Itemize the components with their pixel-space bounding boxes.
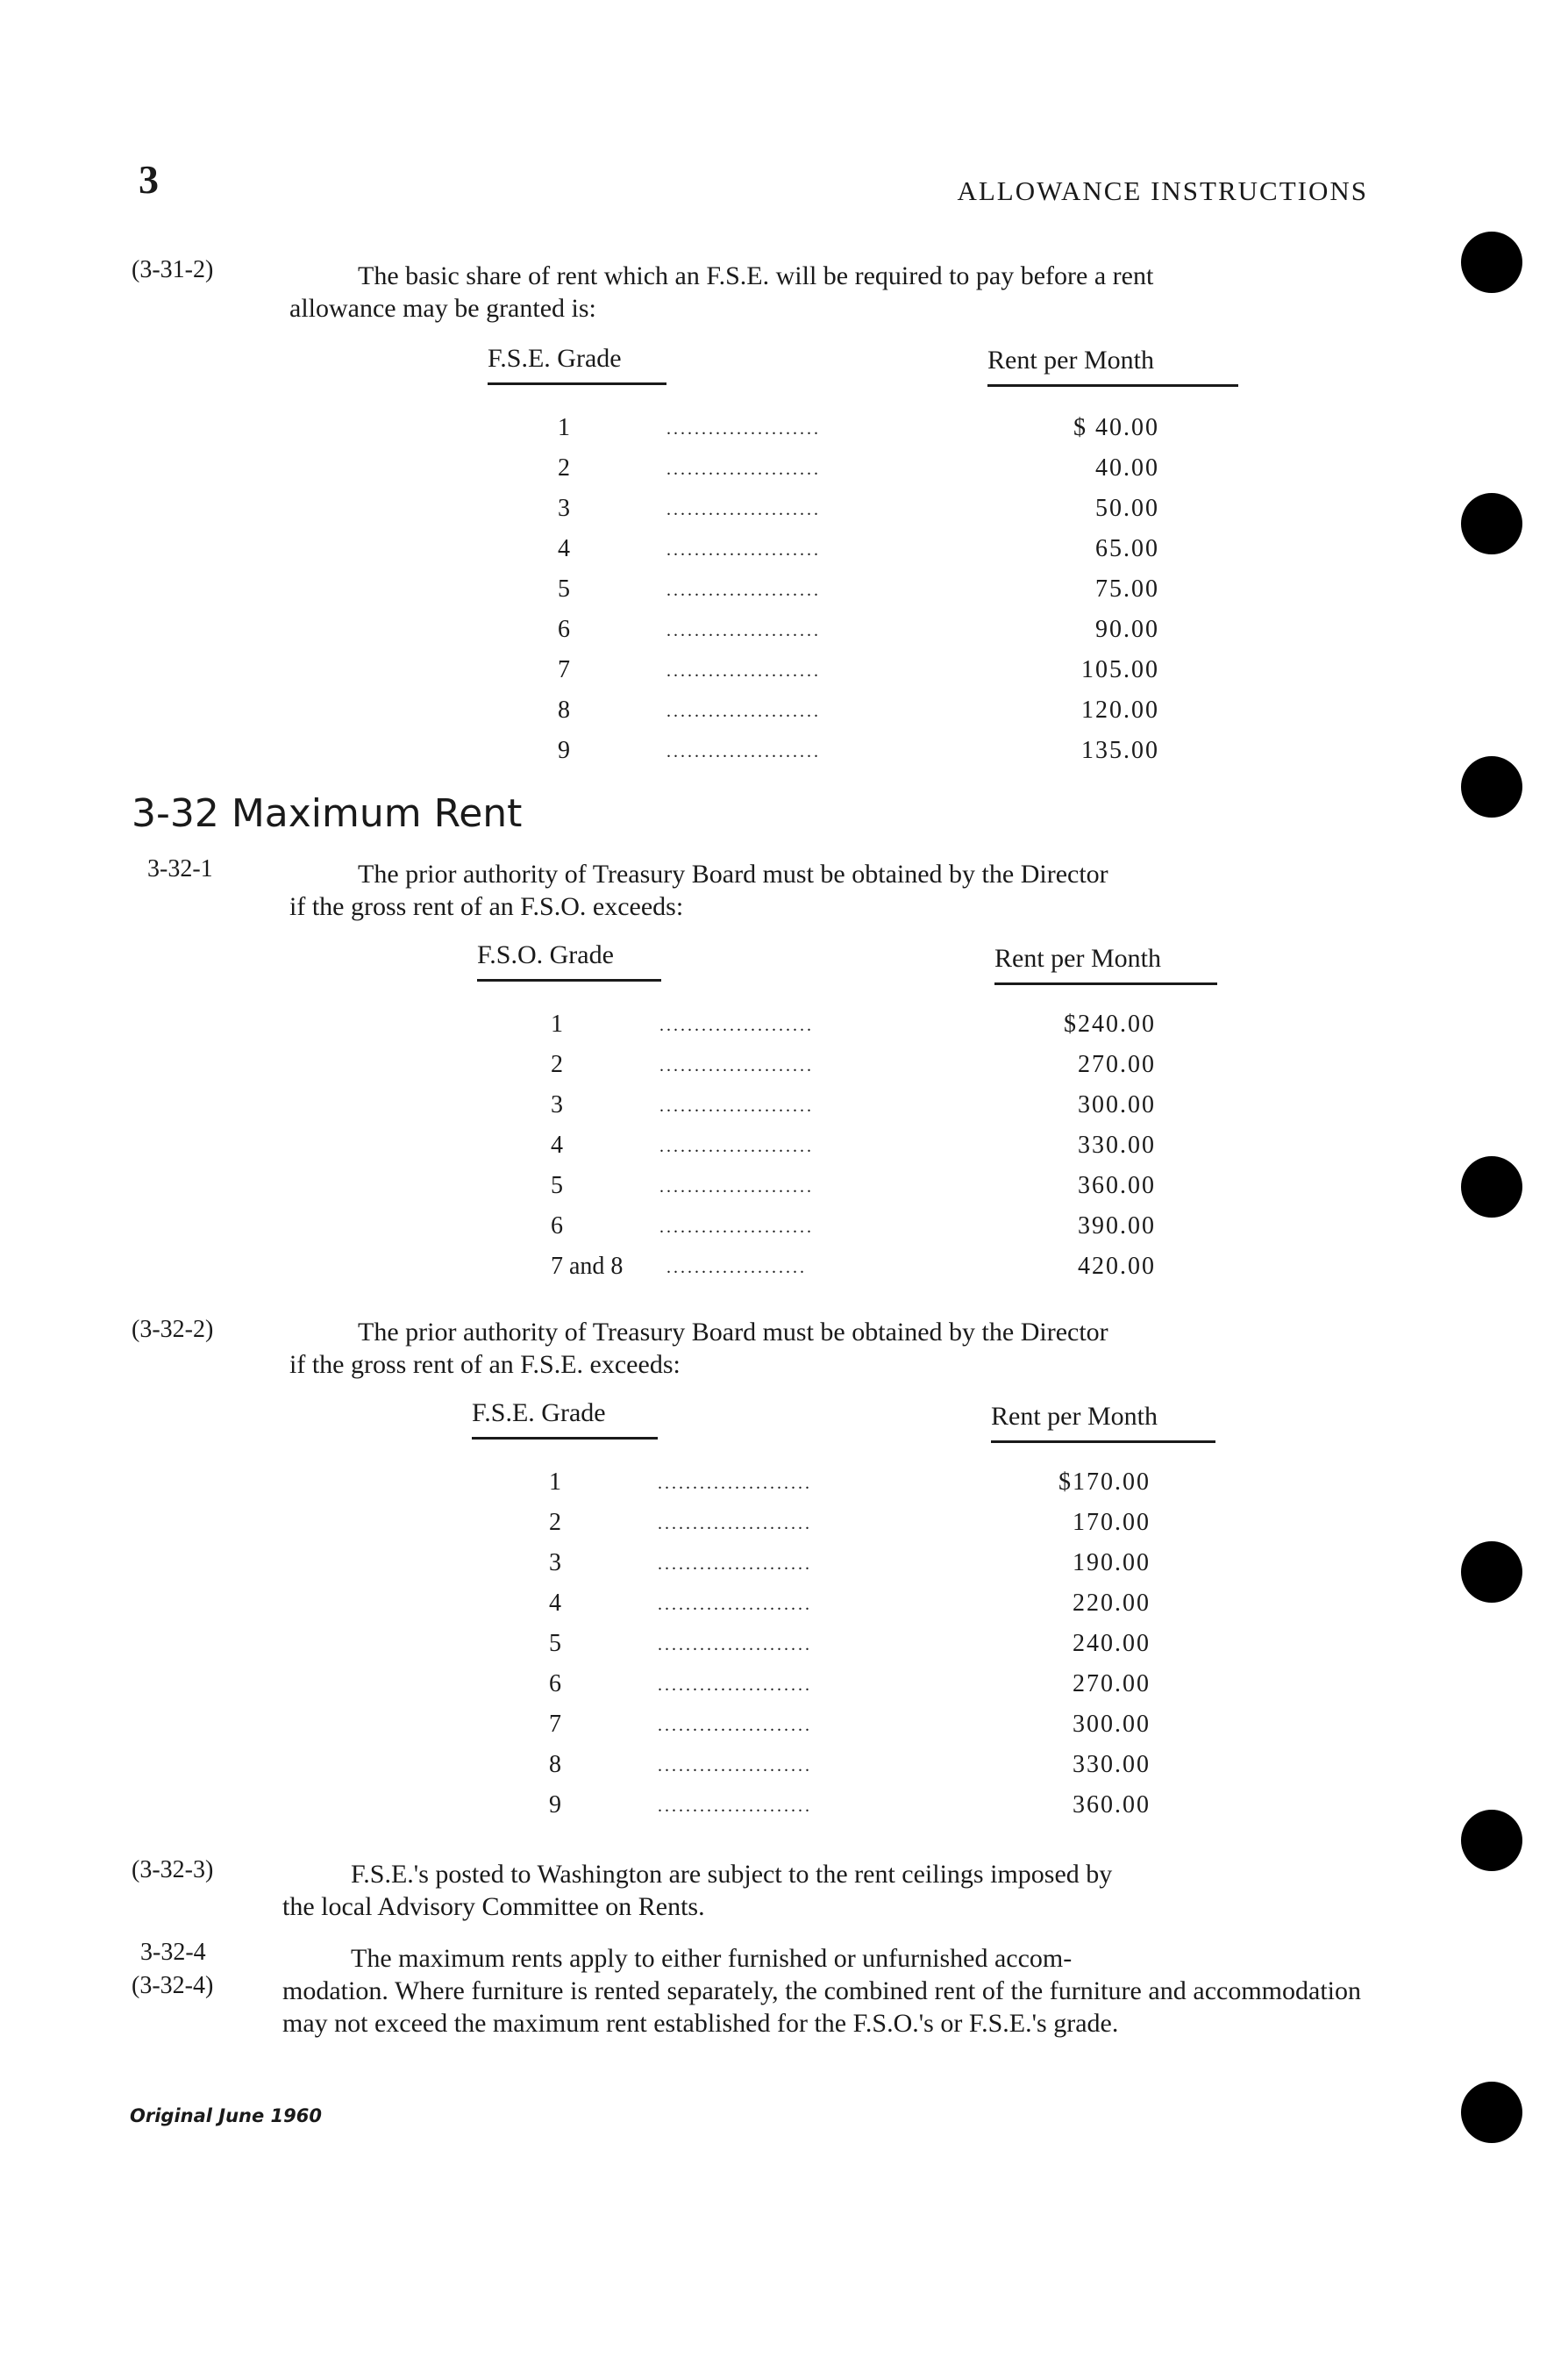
dot-leader: ...................... <box>658 1514 812 1533</box>
grade-cell: 5 <box>549 1630 561 1657</box>
table-row <box>0 575 1568 611</box>
dot-leader: ...................... <box>659 1137 814 1156</box>
binder-hole <box>1461 2082 1522 2143</box>
table-row <box>0 697 1568 732</box>
paragraph-line: if the gross rent of an F.S.O. exceeds: <box>289 892 684 921</box>
grade-cell: 7 <box>558 656 570 683</box>
rent-cell: $240.00 <box>1064 1011 1156 1038</box>
dot-leader: ...................... <box>658 1474 812 1493</box>
rent-cell: 65.00 <box>1095 535 1159 562</box>
paragraph-line: The basic share of rent which an F.S.E. will be required to pay before a rent <box>358 261 1154 290</box>
grade-cell: 7 and 8 <box>551 1253 624 1280</box>
paragraph-3-31-2 <box>289 260 1368 325</box>
page-number: 3 <box>139 157 159 202</box>
table-row <box>0 1051 1568 1086</box>
section-ref: (3-32-4) <box>132 1972 214 1999</box>
dot-leader: ...................... <box>666 621 821 640</box>
rent-cell: 330.00 <box>1073 1751 1151 1778</box>
dot-leader: ...................... <box>659 1177 814 1197</box>
grade-cell: 6 <box>558 616 570 643</box>
grade-cell: 9 <box>549 1791 561 1818</box>
dot-leader: ...................... <box>658 1797 812 1816</box>
table-row <box>0 1751 1568 1786</box>
binder-hole <box>1461 232 1522 293</box>
grade-cell: 2 <box>558 454 570 482</box>
dot-leader: ...................... <box>666 460 821 479</box>
table-row <box>0 535 1568 570</box>
section-ref: 3-32-4 <box>140 1939 206 1966</box>
grade-column-header: F.S.O. Grade <box>477 940 661 982</box>
dot-leader: ...................... <box>658 1756 812 1775</box>
paragraph-line: allowance may be granted is: <box>289 294 596 323</box>
paragraph-line: if the gross rent of an F.S.E. exceeds: <box>289 1350 681 1379</box>
table-row <box>0 1132 1568 1167</box>
rent-cell: 220.00 <box>1073 1590 1151 1617</box>
rent-cell: 300.00 <box>1078 1091 1156 1118</box>
dot-leader: ...................... <box>666 661 821 681</box>
section-ref: (3-32-3) <box>132 1856 214 1883</box>
paragraph-3-32-2 <box>289 1316 1368 1381</box>
grade-cell: 3 <box>558 495 570 522</box>
rent-cell: 190.00 <box>1073 1549 1151 1576</box>
rent-cell: 170.00 <box>1073 1509 1151 1536</box>
dot-leader: ...................... <box>658 1635 812 1654</box>
table-row <box>0 414 1568 449</box>
paragraph-line: the local Advisory Committee on Rents. <box>282 1892 705 1921</box>
rent-cell: $170.00 <box>1058 1468 1151 1496</box>
rent-column-header: Rent per Month <box>994 944 1217 985</box>
dot-leader: ...................... <box>666 540 821 560</box>
rent-cell: 420.00 <box>1078 1253 1156 1280</box>
table-row <box>0 1212 1568 1247</box>
rent-cell: 75.00 <box>1095 575 1159 603</box>
section-ref: 3-32-1 <box>147 855 213 882</box>
grade-column-header: F.S.E. Grade <box>472 1398 658 1440</box>
grade-cell: 1 <box>549 1468 561 1496</box>
table-row <box>0 1468 1568 1504</box>
dot-leader: ...................... <box>658 1675 812 1695</box>
section-ref: (3-32-2) <box>132 1316 214 1343</box>
table-row <box>0 1590 1568 1625</box>
paragraph-line: The prior authority of Treasury Board must be obtained by the Director <box>358 1318 1108 1347</box>
table-row <box>0 1791 1568 1826</box>
footer-date: Original June 1960 <box>130 2105 322 2126</box>
grade-cell: 4 <box>558 535 570 562</box>
dot-leader: ...................... <box>666 419 821 439</box>
table-row <box>0 1711 1568 1746</box>
grade-cell: 1 <box>558 414 570 441</box>
grade-cell: 3 <box>551 1091 563 1118</box>
grade-cell: 6 <box>549 1670 561 1697</box>
rent-cell: 135.00 <box>1081 737 1159 764</box>
dot-leader: ...................... <box>659 1016 814 1035</box>
rent-cell: 270.00 <box>1078 1051 1156 1078</box>
rent-column-header: Rent per Month <box>987 346 1238 387</box>
dot-leader: ...................... <box>659 1097 814 1116</box>
table-row <box>0 1253 1568 1288</box>
dot-leader: ...................... <box>658 1595 812 1614</box>
paragraph-line: The prior authority of Treasury Board must be obtained by the Director <box>358 860 1108 889</box>
dot-leader: ...................... <box>659 1056 814 1075</box>
rent-cell: 360.00 <box>1078 1172 1156 1199</box>
grade-cell: 1 <box>551 1011 563 1038</box>
grade-cell: 9 <box>558 737 570 764</box>
paragraph-text: modation. Where furniture is rented separately, the combined rent of the furniture and accommodation may not exceed the maximum rent established for the F.S.O.'s or F.S.E.'s grade. <box>282 1976 1361 2038</box>
table-row <box>0 656 1568 691</box>
grade-cell: 8 <box>549 1751 561 1778</box>
table-row <box>0 1670 1568 1705</box>
rent-cell: 300.00 <box>1073 1711 1151 1738</box>
rent-cell: 270.00 <box>1073 1670 1151 1697</box>
table-row <box>0 454 1568 489</box>
table-row <box>0 737 1568 772</box>
grade-cell: 7 <box>549 1711 561 1738</box>
table-row <box>0 616 1568 651</box>
paragraph-3-32-1 <box>289 858 1368 923</box>
dot-leader: ...................... <box>659 1218 814 1237</box>
rent-cell: $ 40.00 <box>1073 414 1159 441</box>
grade-cell: 4 <box>549 1590 561 1617</box>
dot-leader: ...................... <box>666 581 821 600</box>
grade-column-header: F.S.E. Grade <box>488 344 666 385</box>
dot-leader: ...................... <box>666 742 821 761</box>
table-row <box>0 1549 1568 1584</box>
table-row <box>0 1091 1568 1126</box>
rent-cell: 90.00 <box>1095 616 1159 643</box>
paragraph-3-32-4 <box>282 1942 1361 2040</box>
grade-cell: 3 <box>549 1549 561 1576</box>
running-head: ALLOWANCE INSTRUCTIONS <box>957 175 1368 206</box>
table-row <box>0 495 1568 530</box>
rent-cell: 330.00 <box>1078 1132 1156 1159</box>
grade-cell: 2 <box>549 1509 561 1536</box>
dot-leader: ...................... <box>658 1554 812 1574</box>
rent-cell: 240.00 <box>1073 1630 1151 1657</box>
rent-cell: 360.00 <box>1073 1791 1151 1818</box>
grade-cell: 4 <box>551 1132 563 1159</box>
dot-leader: ...................... <box>658 1716 812 1735</box>
paragraph-line: F.S.E.'s posted to Washington are subject to the rent ceilings imposed by <box>351 1860 1113 1889</box>
paragraph-line: The maximum rents apply to either furnished or unfurnished accom- <box>351 1944 1073 1973</box>
grade-cell: 8 <box>558 697 570 724</box>
grade-cell: 2 <box>551 1051 563 1078</box>
dot-leader: ...................... <box>666 500 821 519</box>
table-row <box>0 1172 1568 1207</box>
rent-cell: 105.00 <box>1081 656 1159 683</box>
table-row <box>0 1011 1568 1046</box>
section-ref: (3-31-2) <box>132 256 214 283</box>
table-row <box>0 1509 1568 1544</box>
rent-column-header: Rent per Month <box>991 1402 1215 1443</box>
paragraph-3-32-3 <box>282 1858 1361 1923</box>
grade-cell: 5 <box>558 575 570 603</box>
table-row <box>0 1630 1568 1665</box>
rent-cell: 120.00 <box>1081 697 1159 724</box>
section-heading: 3-32 Maximum Rent <box>132 791 523 836</box>
rent-cell: 50.00 <box>1095 495 1159 522</box>
dot-leader: .................... <box>666 1258 807 1277</box>
rent-cell: 390.00 <box>1078 1212 1156 1240</box>
grade-cell: 5 <box>551 1172 563 1199</box>
grade-cell: 6 <box>551 1212 563 1240</box>
rent-cell: 40.00 <box>1095 454 1159 482</box>
dot-leader: ...................... <box>666 702 821 721</box>
